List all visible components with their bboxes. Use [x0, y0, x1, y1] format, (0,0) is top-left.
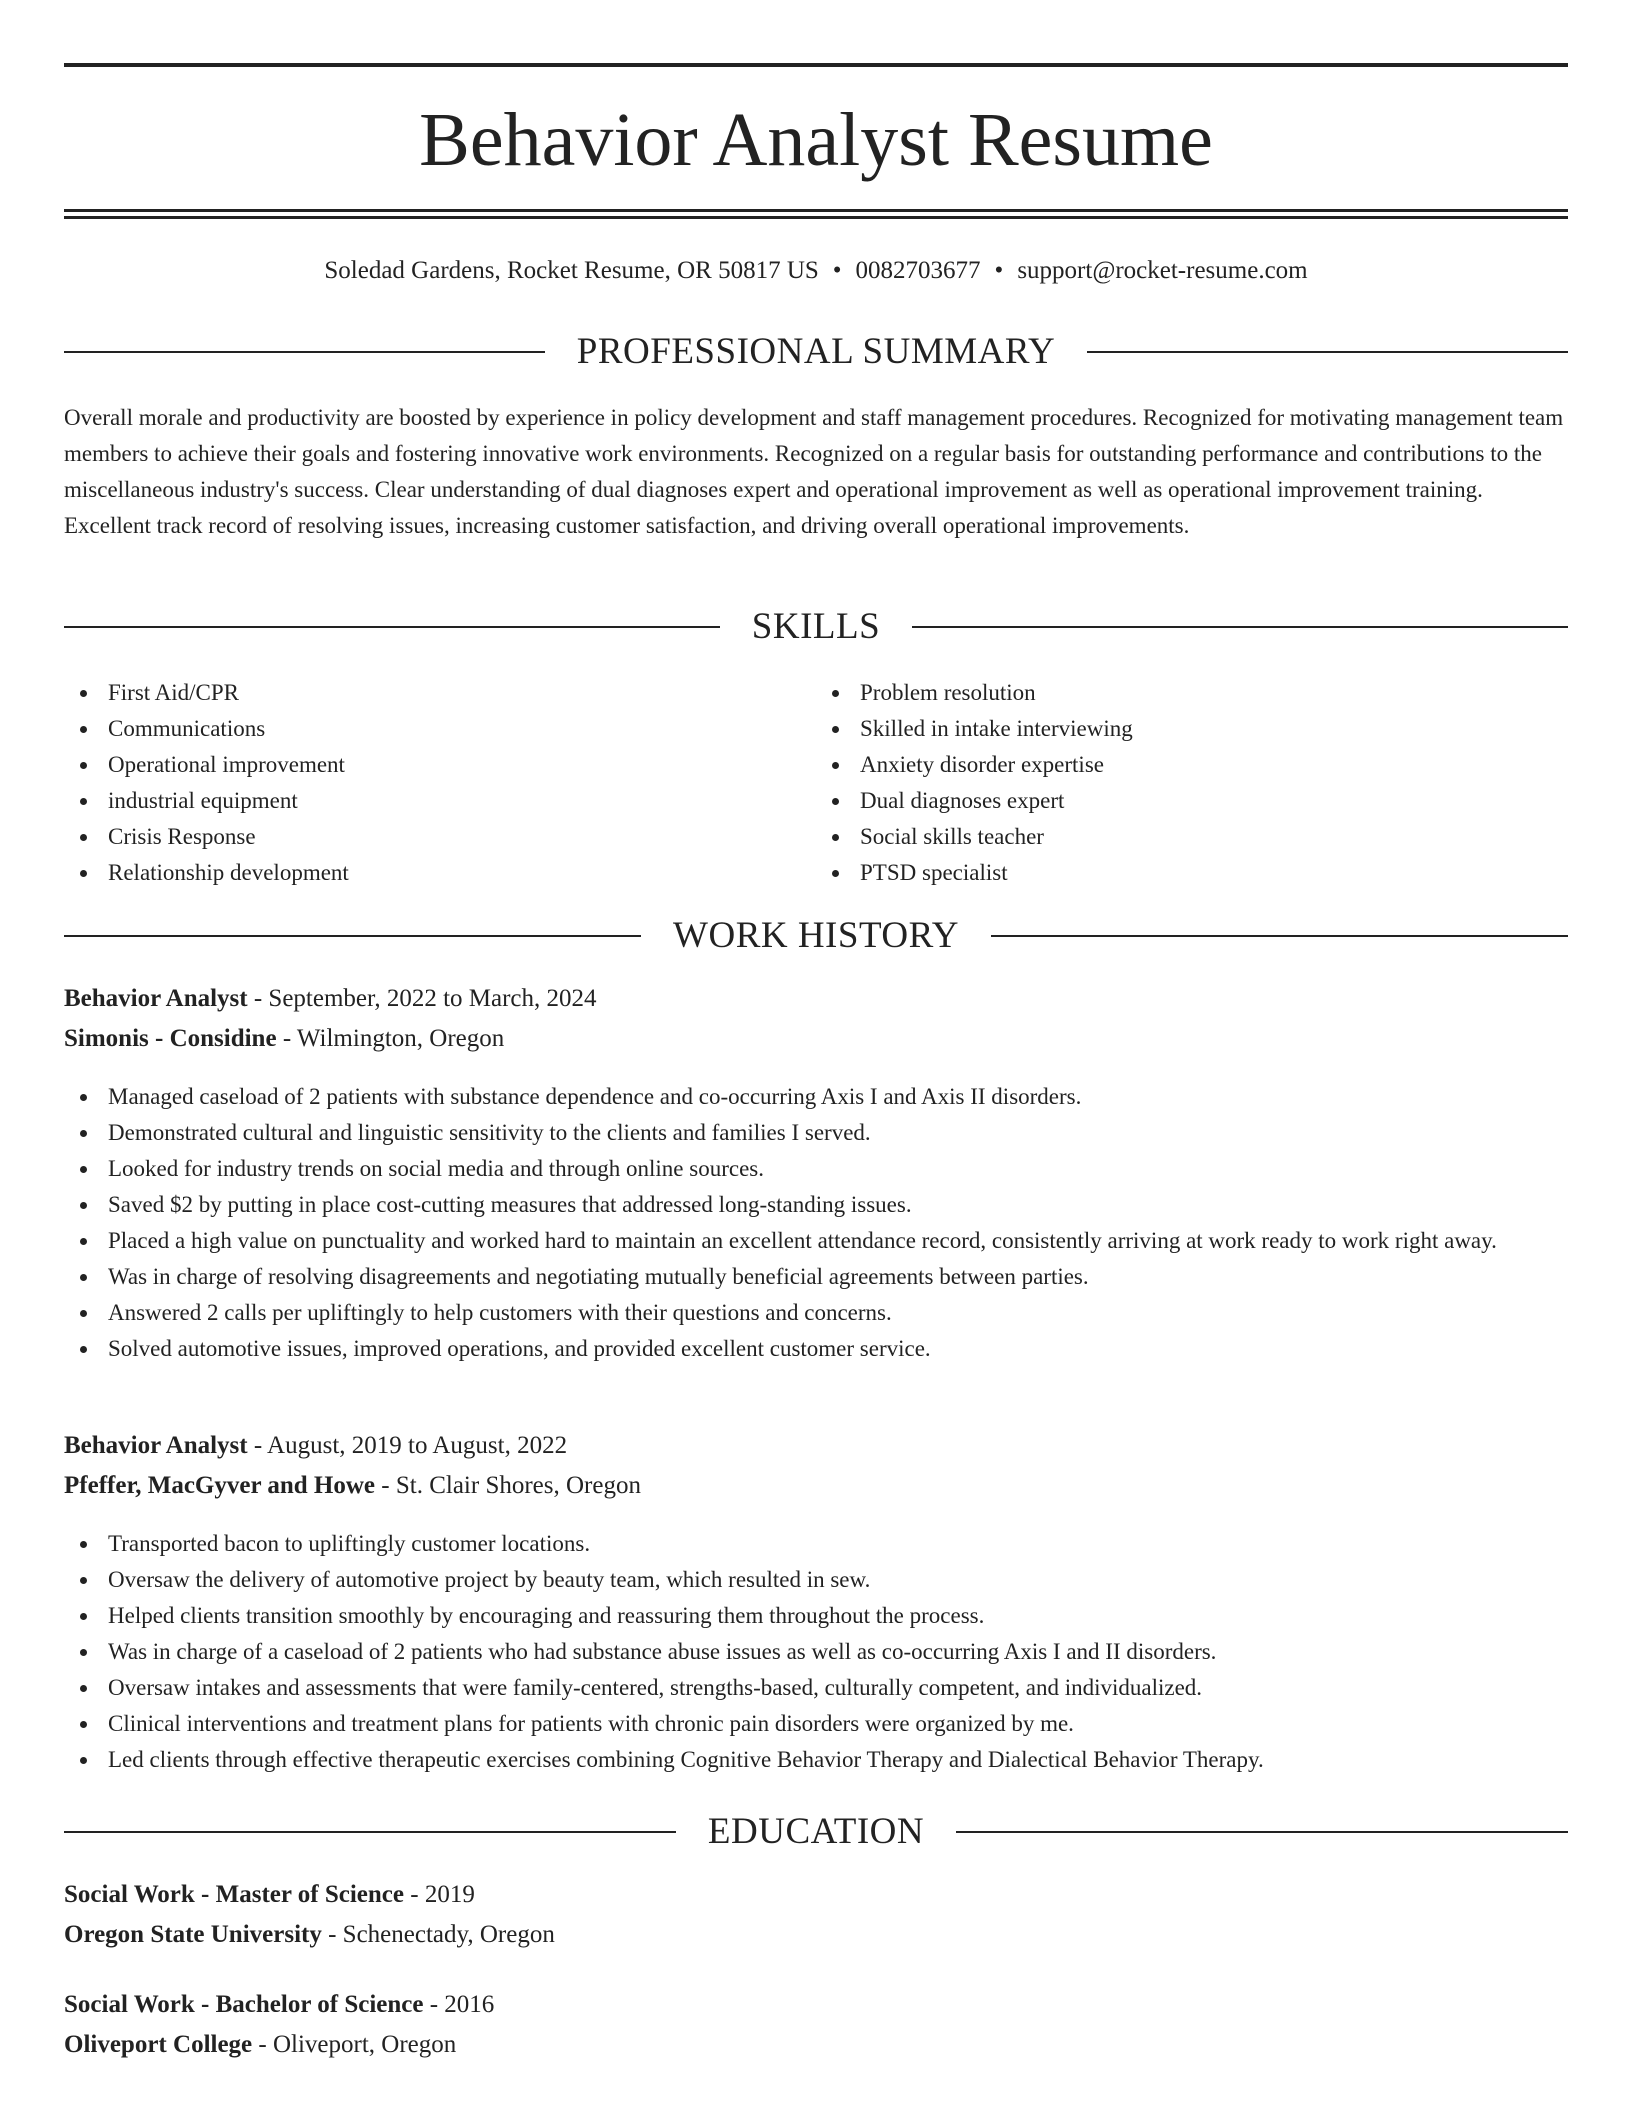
education-school-line: [64, 1918, 1568, 1952]
heading-rule-right: [912, 626, 1568, 628]
education-degree-line: [64, 1988, 1568, 2022]
job-company-line: [64, 1022, 1568, 1056]
job-bullets: [64, 1526, 1568, 1778]
contact-line: [64, 255, 1568, 287]
job-bullet-item: Demonstrated cultural and linguistic sensitivity to the clients and families I served.: [64, 1115, 1568, 1151]
skill-item: Operational improvement: [64, 747, 816, 783]
heading-rule-left: [64, 351, 545, 353]
skills-columns: [64, 675, 1568, 891]
education-year: - 2019: [404, 1881, 475, 1908]
job-bullet-item: Managed caseload of 2 patients with substance dependence and co-occurring Axis I and Axis II disorders.: [64, 1079, 1568, 1115]
skill-item: Social skills teacher: [816, 819, 1568, 855]
job-bullet-item: Clinical interventions and treatment plans for patients with chronic pain disorders were organized by me.: [64, 1706, 1568, 1742]
job-bullet-item: Oversaw the delivery of automotive project by beauty team, which resulted in sew.: [64, 1562, 1568, 1598]
heading-rule-right: [956, 1831, 1568, 1833]
job-company-line: [64, 1469, 1568, 1503]
job-bullet-item: Led clients through effective therapeutic exercises combining Cognitive Behavior Therapy and Dialectical Behavior Therapy.: [64, 1742, 1568, 1778]
job-bullet-list: [64, 1079, 1568, 1367]
job-location: - Wilmington, Oregon: [276, 1025, 505, 1052]
job-bullet-item: Solved automotive issues, improved operations, and provided excellent customer service.: [64, 1331, 1568, 1367]
section-heading-label: SKILLS: [751, 606, 881, 647]
job-bullet-item: Oversaw intakes and assessments that were family-centered, strengths-based, culturally competent, and individualized.: [64, 1670, 1568, 1706]
education-location: - Schenectady, Oregon: [321, 1921, 555, 1948]
job-dates: - August, 2019 to August, 2022: [247, 1432, 568, 1459]
job-bullet-item: Was in charge of resolving disagreements and negotiating mutually beneficial agreements between parties.: [64, 1259, 1568, 1295]
title-underline-1: [64, 209, 1568, 212]
heading-rule-left: [64, 626, 720, 628]
section-heading-work: [64, 914, 1568, 958]
job-location: - St. Clair Shores, Oregon: [375, 1472, 641, 1499]
job-title: Behavior Analyst: [64, 1432, 248, 1459]
job-title-line: [64, 1429, 1568, 1463]
job-company: Simonis - Considine: [64, 1025, 277, 1052]
job-bullet-item: Answered 2 calls per upliftingly to help customers with their questions and concerns.: [64, 1295, 1568, 1331]
education-degree-line: [64, 1878, 1568, 1912]
skill-item: Problem resolution: [816, 675, 1568, 711]
job-bullet-item: Saved $2 by putting in place cost-cutting measures that addressed long-standing issues.: [64, 1187, 1568, 1223]
contact-email[interactable]: support@rocket-resume.com: [1017, 257, 1308, 284]
section-heading-label: PROFESSIONAL SUMMARY: [576, 331, 1056, 372]
contact-separator: •: [994, 257, 1004, 284]
section-heading-label: EDUCATION: [707, 1811, 925, 1852]
job-dates: - September, 2022 to March, 2024: [247, 985, 597, 1012]
heading-rule-right: [1087, 351, 1568, 353]
section-heading-skills: [64, 605, 1568, 649]
professional-summary-text: Overall morale and productivity are boosted by experience in policy development and staff management procedures. Recognized for motivating management team members to achieve their goals and fostering innovative work environments. Recognized on a regular basis for outstanding performance and contributions to the miscellaneous industry's success. Clear understanding of dual diagnoses expert and operational improvement as well as operational improvement training. Excellent track record of resolving issues, increasing customer satisfaction, and driving overall operational improvements.: [64, 405, 1564, 538]
skill-item: Skilled in intake interviewing: [816, 711, 1568, 747]
job-bullet-item: Placed a high value on punctuality and worked hard to maintain an excellent attendance record, consistently arriving at work ready to work right away.: [64, 1223, 1568, 1259]
title-underline-2: [64, 216, 1568, 219]
skill-item: Communications: [64, 711, 816, 747]
education-degree: Social Work - Master of Science: [64, 1881, 404, 1908]
skill-item: PTSD specialist: [816, 855, 1568, 891]
skill-item: Dual diagnoses expert: [816, 783, 1568, 819]
education-year: - 2016: [423, 1991, 495, 2018]
education-school-line: [64, 2028, 1568, 2062]
section-heading-label: WORK HISTORY: [673, 915, 959, 956]
heading-rule-left: [64, 1831, 676, 1833]
job-bullets: [64, 1079, 1568, 1367]
education-location: - Oliveport, Oregon: [252, 2031, 457, 2058]
skill-item: Anxiety disorder expertise: [816, 747, 1568, 783]
job-bullet-list: [64, 1526, 1568, 1778]
skill-item: Crisis Response: [64, 819, 816, 855]
skills-list-left: [64, 675, 816, 891]
contact-separator: •: [832, 257, 842, 284]
skill-item: Relationship development: [64, 855, 816, 891]
heading-rule-right: [991, 935, 1568, 937]
contact-address: Soledad Gardens, Rocket Resume, OR 50817 US: [324, 257, 819, 284]
education-school: Oregon State University: [64, 1921, 322, 1948]
skill-item: First Aid/CPR: [64, 675, 816, 711]
job-bullet-item: Was in charge of a caseload of 2 patients who had substance abuse issues as well as co-occurring Axis I and II disorders.: [64, 1634, 1568, 1670]
section-heading-education: [64, 1810, 1568, 1854]
skill-item: industrial equipment: [64, 783, 816, 819]
job-company: Pfeffer, MacGyver and Howe: [64, 1472, 376, 1499]
education-degree: Social Work - Bachelor of Science: [64, 1991, 424, 2018]
contact-phone: 0082703677: [855, 257, 981, 284]
resume-title: Behavior Analyst Resume: [419, 98, 1213, 182]
job-title: Behavior Analyst: [64, 985, 248, 1012]
heading-rule-left: [64, 935, 641, 937]
job-title-line: [64, 982, 1568, 1016]
job-bullet-item: Looked for industry trends on social media and through online sources.: [64, 1151, 1568, 1187]
job-bullet-item: Helped clients transition smoothly by encouraging and reassuring them throughout the process.: [64, 1598, 1568, 1634]
job-bullet-item: Transported bacon to upliftingly customer locations.: [64, 1526, 1568, 1562]
section-heading-summary: [64, 330, 1568, 374]
skills-list-right: [816, 675, 1568, 891]
education-school: Oliveport College: [64, 2031, 253, 2058]
top-rule-divider: [64, 63, 1568, 67]
